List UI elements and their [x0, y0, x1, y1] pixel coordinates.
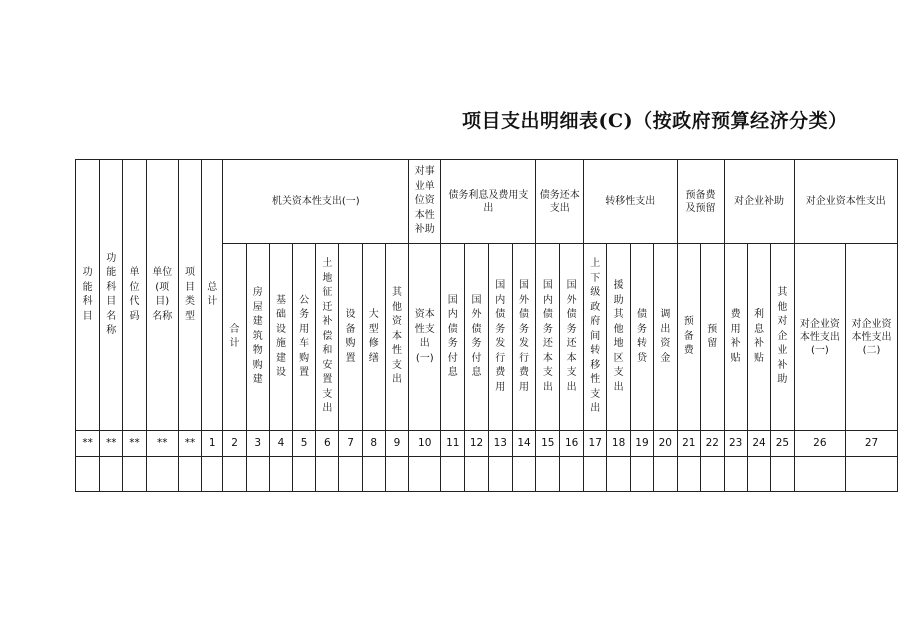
header-guonei-fuxi: 国内债务付息 — [441, 244, 465, 431]
table-cell — [465, 457, 489, 492]
table-cell — [123, 457, 146, 492]
header-shiye-group: 对事业单位资本性补助 — [409, 160, 441, 244]
header-shangxiaji: 上下级政府间转移性支出 — [584, 244, 607, 431]
header-row-1 — [76, 160, 898, 244]
table-cell — [385, 457, 408, 492]
header-zhaiwu-huanben-group: 债务还本支出 — [536, 160, 584, 244]
header-qita-qiye: 其他对企业补助 — [771, 244, 794, 431]
index-row — [76, 431, 898, 457]
index-cell: 24 — [747, 431, 770, 457]
header-gongwu-yongche: 公务用车购置 — [293, 244, 316, 431]
data-row-empty — [76, 457, 898, 492]
header-jichu: 基础设施建设 — [269, 244, 292, 431]
expenditure-table — [75, 159, 898, 492]
index-cell: ** — [100, 431, 123, 457]
header-lixi-butie: 利息补贴 — [747, 244, 770, 431]
table-cell — [771, 457, 794, 492]
index-cell: 26 — [794, 431, 846, 457]
header-jiguan-group: 机关资本性支出(一) — [223, 160, 409, 244]
index-cell: 21 — [677, 431, 701, 457]
table-cell — [654, 457, 677, 492]
index-cell: 12 — [465, 431, 489, 457]
index-cell: 20 — [654, 431, 677, 457]
index-cell: 27 — [846, 431, 898, 457]
index-cell: 9 — [385, 431, 408, 457]
table-cell — [246, 457, 269, 492]
header-yubei-group: 预备费及预留 — [677, 160, 724, 244]
header-tudi: 土地征迁补偿和安置支出 — [316, 244, 339, 431]
header-shebei: 设备购置 — [339, 244, 362, 431]
table-cell — [178, 457, 201, 492]
header-guowai-faxing: 国外债务发行费用 — [512, 244, 536, 431]
table-cell — [100, 457, 123, 492]
header-yuliu: 预留 — [701, 244, 725, 431]
index-cell: 16 — [560, 431, 584, 457]
header-daxing: 大型修缮 — [362, 244, 385, 431]
index-cell: ** — [146, 431, 178, 457]
table-cell — [339, 457, 362, 492]
header-fangwu: 房屋建筑物购建 — [246, 244, 269, 431]
table-cell — [76, 457, 100, 492]
index-cell: 18 — [607, 431, 630, 457]
table-cell — [677, 457, 701, 492]
header-ziben-zhichu: 资本性支出(一) — [409, 244, 441, 431]
index-cell: ** — [123, 431, 146, 457]
header-guonei-faxing: 国内债务发行费用 — [488, 244, 512, 431]
header-qiye-ziben-group: 对企业资本性支出 — [794, 160, 897, 244]
index-cell: 25 — [771, 431, 794, 457]
header-gongneng-kemu-mingcheng: 功能科目名称 — [100, 160, 123, 431]
table-cell — [409, 457, 441, 492]
header-xiangmu-leixing: 项目类型 — [178, 160, 201, 431]
table-cell — [724, 457, 747, 492]
table-cell — [794, 457, 846, 492]
index-cell: 4 — [269, 431, 292, 457]
header-qiye-buzhu-group: 对企业补助 — [724, 160, 794, 244]
index-cell: 6 — [316, 431, 339, 457]
header-qiye-ziben-1: 对企业资本性支出(一) — [794, 244, 846, 431]
header-danwei-daima: 单位代码 — [123, 160, 146, 431]
header-yubeifei: 预备费 — [677, 244, 701, 431]
table-cell — [607, 457, 630, 492]
table-cell — [146, 457, 178, 492]
page-title: 项目支出明细表(C)（按政府预算经济分类） — [462, 110, 848, 132]
index-cell: 10 — [409, 431, 441, 457]
header-qita-ziben: 其他资本性支出 — [385, 244, 408, 431]
index-cell: ** — [178, 431, 201, 457]
header-zhaiwu-lixi-group: 债务利息及费用支出 — [441, 160, 536, 244]
header-guowai-fuxi: 国外债务付息 — [465, 244, 489, 431]
header-guowai-huanben: 国外债务还本支出 — [560, 244, 584, 431]
index-cell: 13 — [488, 431, 512, 457]
index-cell: 19 — [630, 431, 653, 457]
index-cell: 5 — [293, 431, 316, 457]
index-cell: 3 — [246, 431, 269, 457]
table-cell — [488, 457, 512, 492]
index-cell: 1 — [202, 431, 223, 457]
table-cell — [293, 457, 316, 492]
header-gongneng-kemu: 功能科目 — [76, 160, 100, 431]
table-cell — [202, 457, 223, 492]
index-cell: ** — [76, 431, 100, 457]
index-cell: 17 — [584, 431, 607, 457]
header-feiyong-butie: 费用补贴 — [724, 244, 747, 431]
index-cell: 14 — [512, 431, 536, 457]
table-cell — [560, 457, 584, 492]
header-heji: 合计 — [223, 244, 246, 431]
table-cell — [441, 457, 465, 492]
table-cell — [630, 457, 653, 492]
index-cell: 7 — [339, 431, 362, 457]
index-cell: 15 — [536, 431, 560, 457]
header-zongji: 总计 — [202, 160, 223, 431]
table-cell — [747, 457, 770, 492]
header-qiye-ziben-2: 对企业资本性支出(二) — [846, 244, 898, 431]
table-cell — [269, 457, 292, 492]
table-cell — [362, 457, 385, 492]
table-cell — [846, 457, 898, 492]
header-danwei-xiangmu-mingcheng: 单位(项目)名称 — [146, 160, 178, 431]
index-cell: 2 — [223, 431, 246, 457]
header-diaochu: 调出资金 — [654, 244, 677, 431]
table-cell — [512, 457, 536, 492]
table-cell — [536, 457, 560, 492]
header-yuanzhu: 援助其他地区支出 — [607, 244, 630, 431]
header-zhaiwu-zhuandai: 债务转贷 — [630, 244, 653, 431]
index-cell: 22 — [701, 431, 725, 457]
index-cell: 23 — [724, 431, 747, 457]
table-cell — [584, 457, 607, 492]
table-cell — [701, 457, 725, 492]
index-cell: 11 — [441, 431, 465, 457]
index-cell: 8 — [362, 431, 385, 457]
table-cell — [316, 457, 339, 492]
header-guonei-huanben: 国内债务还本支出 — [536, 244, 560, 431]
table-cell — [223, 457, 246, 492]
header-zhuanyi-group: 转移性支出 — [584, 160, 677, 244]
